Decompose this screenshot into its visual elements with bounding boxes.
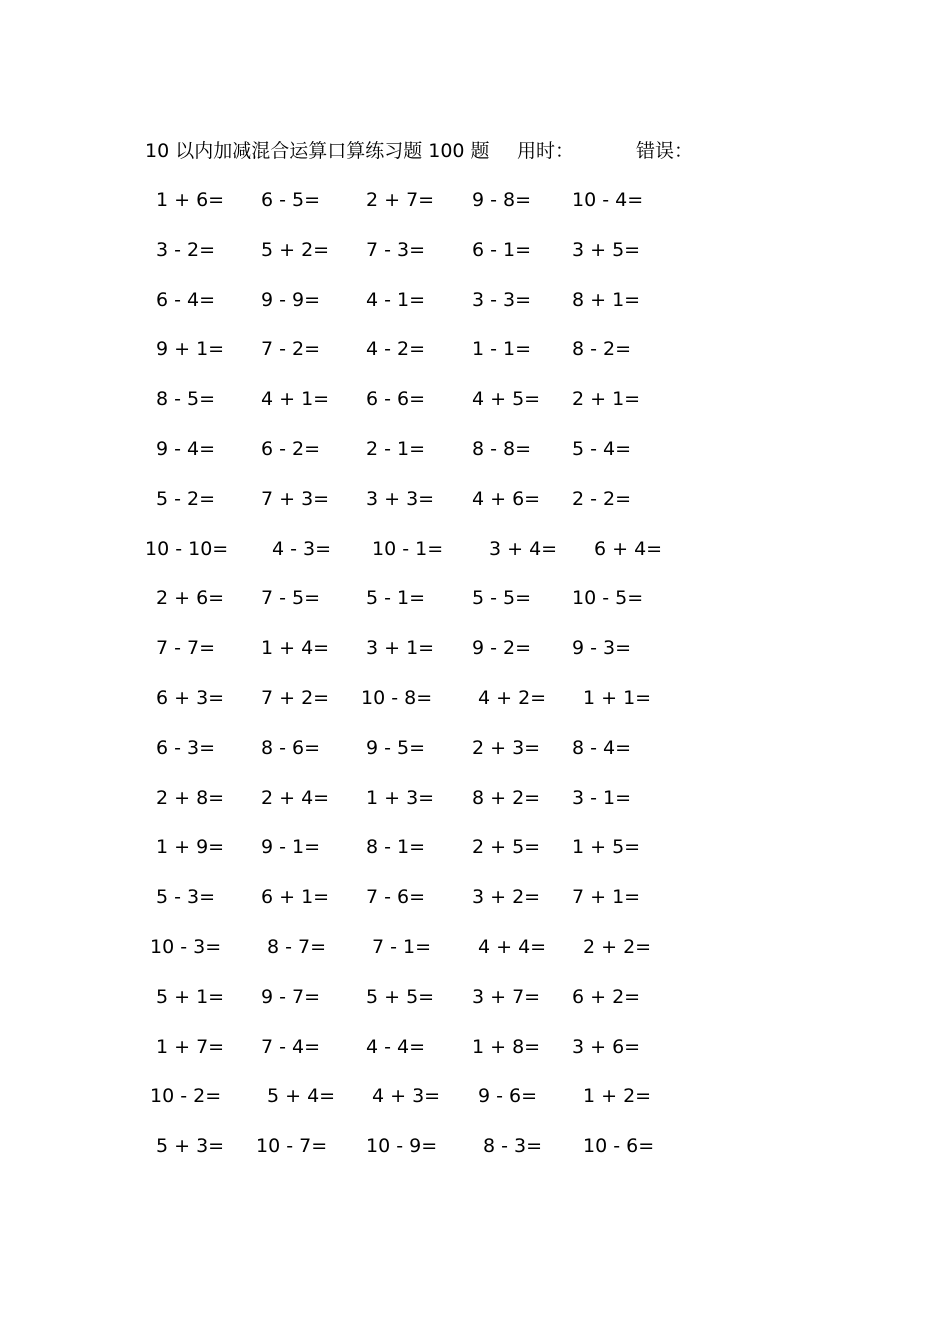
- problem: 1 + 5=: [572, 836, 641, 859]
- problem-row: [140, 633, 700, 683]
- problem: 5 + 4=: [267, 1085, 336, 1108]
- problem: 9 + 1=: [156, 338, 225, 361]
- problem: 10 - 9=: [366, 1135, 438, 1158]
- problem: 5 - 5=: [472, 587, 532, 610]
- problem-row: [140, 235, 700, 285]
- problem: 7 - 6=: [366, 886, 426, 909]
- problem: 1 + 6=: [156, 189, 225, 211]
- problem: 7 - 2=: [261, 338, 321, 361]
- problem: 9 - 7=: [261, 985, 321, 1008]
- problem-row: [140, 1131, 700, 1181]
- problem: 4 + 4=: [478, 935, 547, 958]
- problem-row: [140, 1032, 700, 1082]
- problem: 7 - 4=: [261, 1035, 321, 1058]
- problem: 2 + 1=: [572, 388, 641, 411]
- problem: 1 + 7=: [156, 1035, 225, 1058]
- problem-row: [140, 534, 700, 584]
- problem: 3 + 7=: [472, 985, 541, 1008]
- problem: 2 + 6=: [156, 587, 225, 610]
- problem: 3 + 2=: [472, 886, 541, 909]
- problem: 2 - 1=: [366, 437, 426, 460]
- problem: 8 - 5=: [156, 388, 216, 411]
- problem: 7 - 7=: [156, 637, 216, 660]
- problem: 2 + 5=: [472, 836, 541, 859]
- problem: 3 + 3=: [366, 487, 435, 510]
- problem: 10 - 7=: [256, 1135, 328, 1158]
- problem: 6 - 2=: [261, 437, 321, 460]
- problem: 6 - 1=: [472, 238, 532, 261]
- problem: 4 + 1=: [261, 388, 330, 411]
- problem: 9 - 1=: [261, 836, 321, 859]
- problem: 9 - 3=: [572, 637, 632, 660]
- problem: 6 + 3=: [156, 686, 225, 709]
- problem: 3 + 1=: [366, 637, 435, 660]
- problem: 6 - 6=: [366, 388, 426, 411]
- problem: 2 + 3=: [472, 736, 541, 759]
- problem: 8 + 1=: [572, 288, 641, 311]
- problem: 1 + 8=: [472, 1035, 541, 1058]
- problem: 3 + 6=: [572, 1035, 641, 1058]
- problem: 6 + 1=: [261, 886, 330, 909]
- problem: 1 + 3=: [366, 786, 435, 809]
- problem: 2 + 4=: [261, 786, 330, 809]
- problem: 10 - 3=: [150, 935, 222, 958]
- problem: 4 + 3=: [372, 1085, 441, 1108]
- problem: 6 - 5=: [261, 189, 321, 211]
- problem: 4 - 4=: [366, 1035, 426, 1058]
- problem-row: [140, 783, 700, 833]
- problem: 3 - 2=: [156, 238, 216, 261]
- problem: 4 + 6=: [472, 487, 541, 510]
- problem-row: [140, 434, 700, 484]
- problem: 10 - 4=: [572, 189, 644, 211]
- problem: 5 + 5=: [366, 985, 435, 1008]
- problem-row: [140, 334, 700, 384]
- problem: 1 + 1=: [583, 686, 652, 709]
- problem: 4 + 2=: [478, 686, 547, 709]
- problem: 1 - 1=: [472, 338, 532, 361]
- time-label: 用时：: [517, 140, 575, 162]
- problem: 4 + 5=: [472, 388, 541, 411]
- problem: 1 + 4=: [261, 637, 330, 660]
- problem-row: [140, 882, 700, 932]
- problem-row: [140, 285, 700, 335]
- problem: 5 - 1=: [366, 587, 426, 610]
- problem: 2 + 7=: [366, 189, 435, 211]
- worksheet-header: [145, 136, 745, 166]
- problem: 9 - 2=: [472, 637, 532, 660]
- problem: 8 - 8=: [472, 437, 532, 460]
- problem: 7 + 2=: [261, 686, 330, 709]
- problem: 2 + 8=: [156, 786, 225, 809]
- problem: 1 + 2=: [583, 1085, 652, 1108]
- problem-row: [140, 484, 700, 534]
- problem: 10 - 6=: [583, 1135, 655, 1158]
- problem: 5 - 4=: [572, 437, 632, 460]
- problem: 9 - 9=: [261, 288, 321, 311]
- problem: 4 - 3=: [272, 537, 332, 560]
- problem: 9 - 8=: [472, 189, 532, 211]
- problem: 3 + 5=: [572, 238, 641, 261]
- problem: 7 - 3=: [366, 238, 426, 261]
- problem-row: [140, 1081, 700, 1131]
- problem-row: [140, 832, 700, 882]
- worksheet-title: 10 以内加减混合运算口算练习题 100 题: [145, 140, 490, 162]
- problem: 5 + 1=: [156, 985, 225, 1008]
- problem: 8 - 2=: [572, 338, 632, 361]
- problem: 1 + 9=: [156, 836, 225, 859]
- problem-grid: [140, 185, 700, 1181]
- problem-row: [140, 932, 700, 982]
- problem: 6 + 2=: [572, 985, 641, 1008]
- problem: 5 + 2=: [261, 238, 330, 261]
- problem: 7 + 1=: [572, 886, 641, 909]
- problem: 7 + 3=: [261, 487, 330, 510]
- problem: 8 - 4=: [572, 736, 632, 759]
- problem: 7 - 5=: [261, 587, 321, 610]
- problem: 8 - 3=: [483, 1135, 543, 1158]
- problem: 10 - 1=: [372, 537, 444, 560]
- problem: 10 - 5=: [572, 587, 644, 610]
- problem: 9 - 6=: [478, 1085, 538, 1108]
- problem: 8 - 7=: [267, 935, 327, 958]
- problem: 5 - 3=: [156, 886, 216, 909]
- problem: 8 - 1=: [366, 836, 426, 859]
- error-label: 错误：: [636, 140, 694, 162]
- problem: 3 - 1=: [572, 786, 632, 809]
- problem-row: [140, 733, 700, 783]
- problem: 2 + 2=: [583, 935, 652, 958]
- problem: 6 - 3=: [156, 736, 216, 759]
- problem: 10 - 2=: [150, 1085, 222, 1108]
- problem-row: [140, 185, 700, 235]
- problem: 4 - 1=: [366, 288, 426, 311]
- problem: 3 + 4=: [489, 537, 558, 560]
- problem-row: [140, 384, 700, 434]
- problem: 10 - 10=: [145, 537, 229, 560]
- problem: 10 - 8=: [361, 686, 433, 709]
- problem: 6 + 4=: [594, 537, 663, 560]
- problem: 2 - 2=: [572, 487, 632, 510]
- problem: 9 - 5=: [366, 736, 426, 759]
- problem-row: [140, 583, 700, 633]
- problem: 6 - 4=: [156, 288, 216, 311]
- problem-row: [140, 982, 700, 1032]
- problem: 5 - 2=: [156, 487, 216, 510]
- problem-row: [140, 683, 700, 733]
- problem: 3 - 3=: [472, 288, 532, 311]
- problem: 9 - 4=: [156, 437, 216, 460]
- problem: 8 - 6=: [261, 736, 321, 759]
- problem: 8 + 2=: [472, 786, 541, 809]
- problem: 7 - 1=: [372, 935, 432, 958]
- problem: 5 + 3=: [156, 1135, 225, 1158]
- problem: 4 - 2=: [366, 338, 426, 361]
